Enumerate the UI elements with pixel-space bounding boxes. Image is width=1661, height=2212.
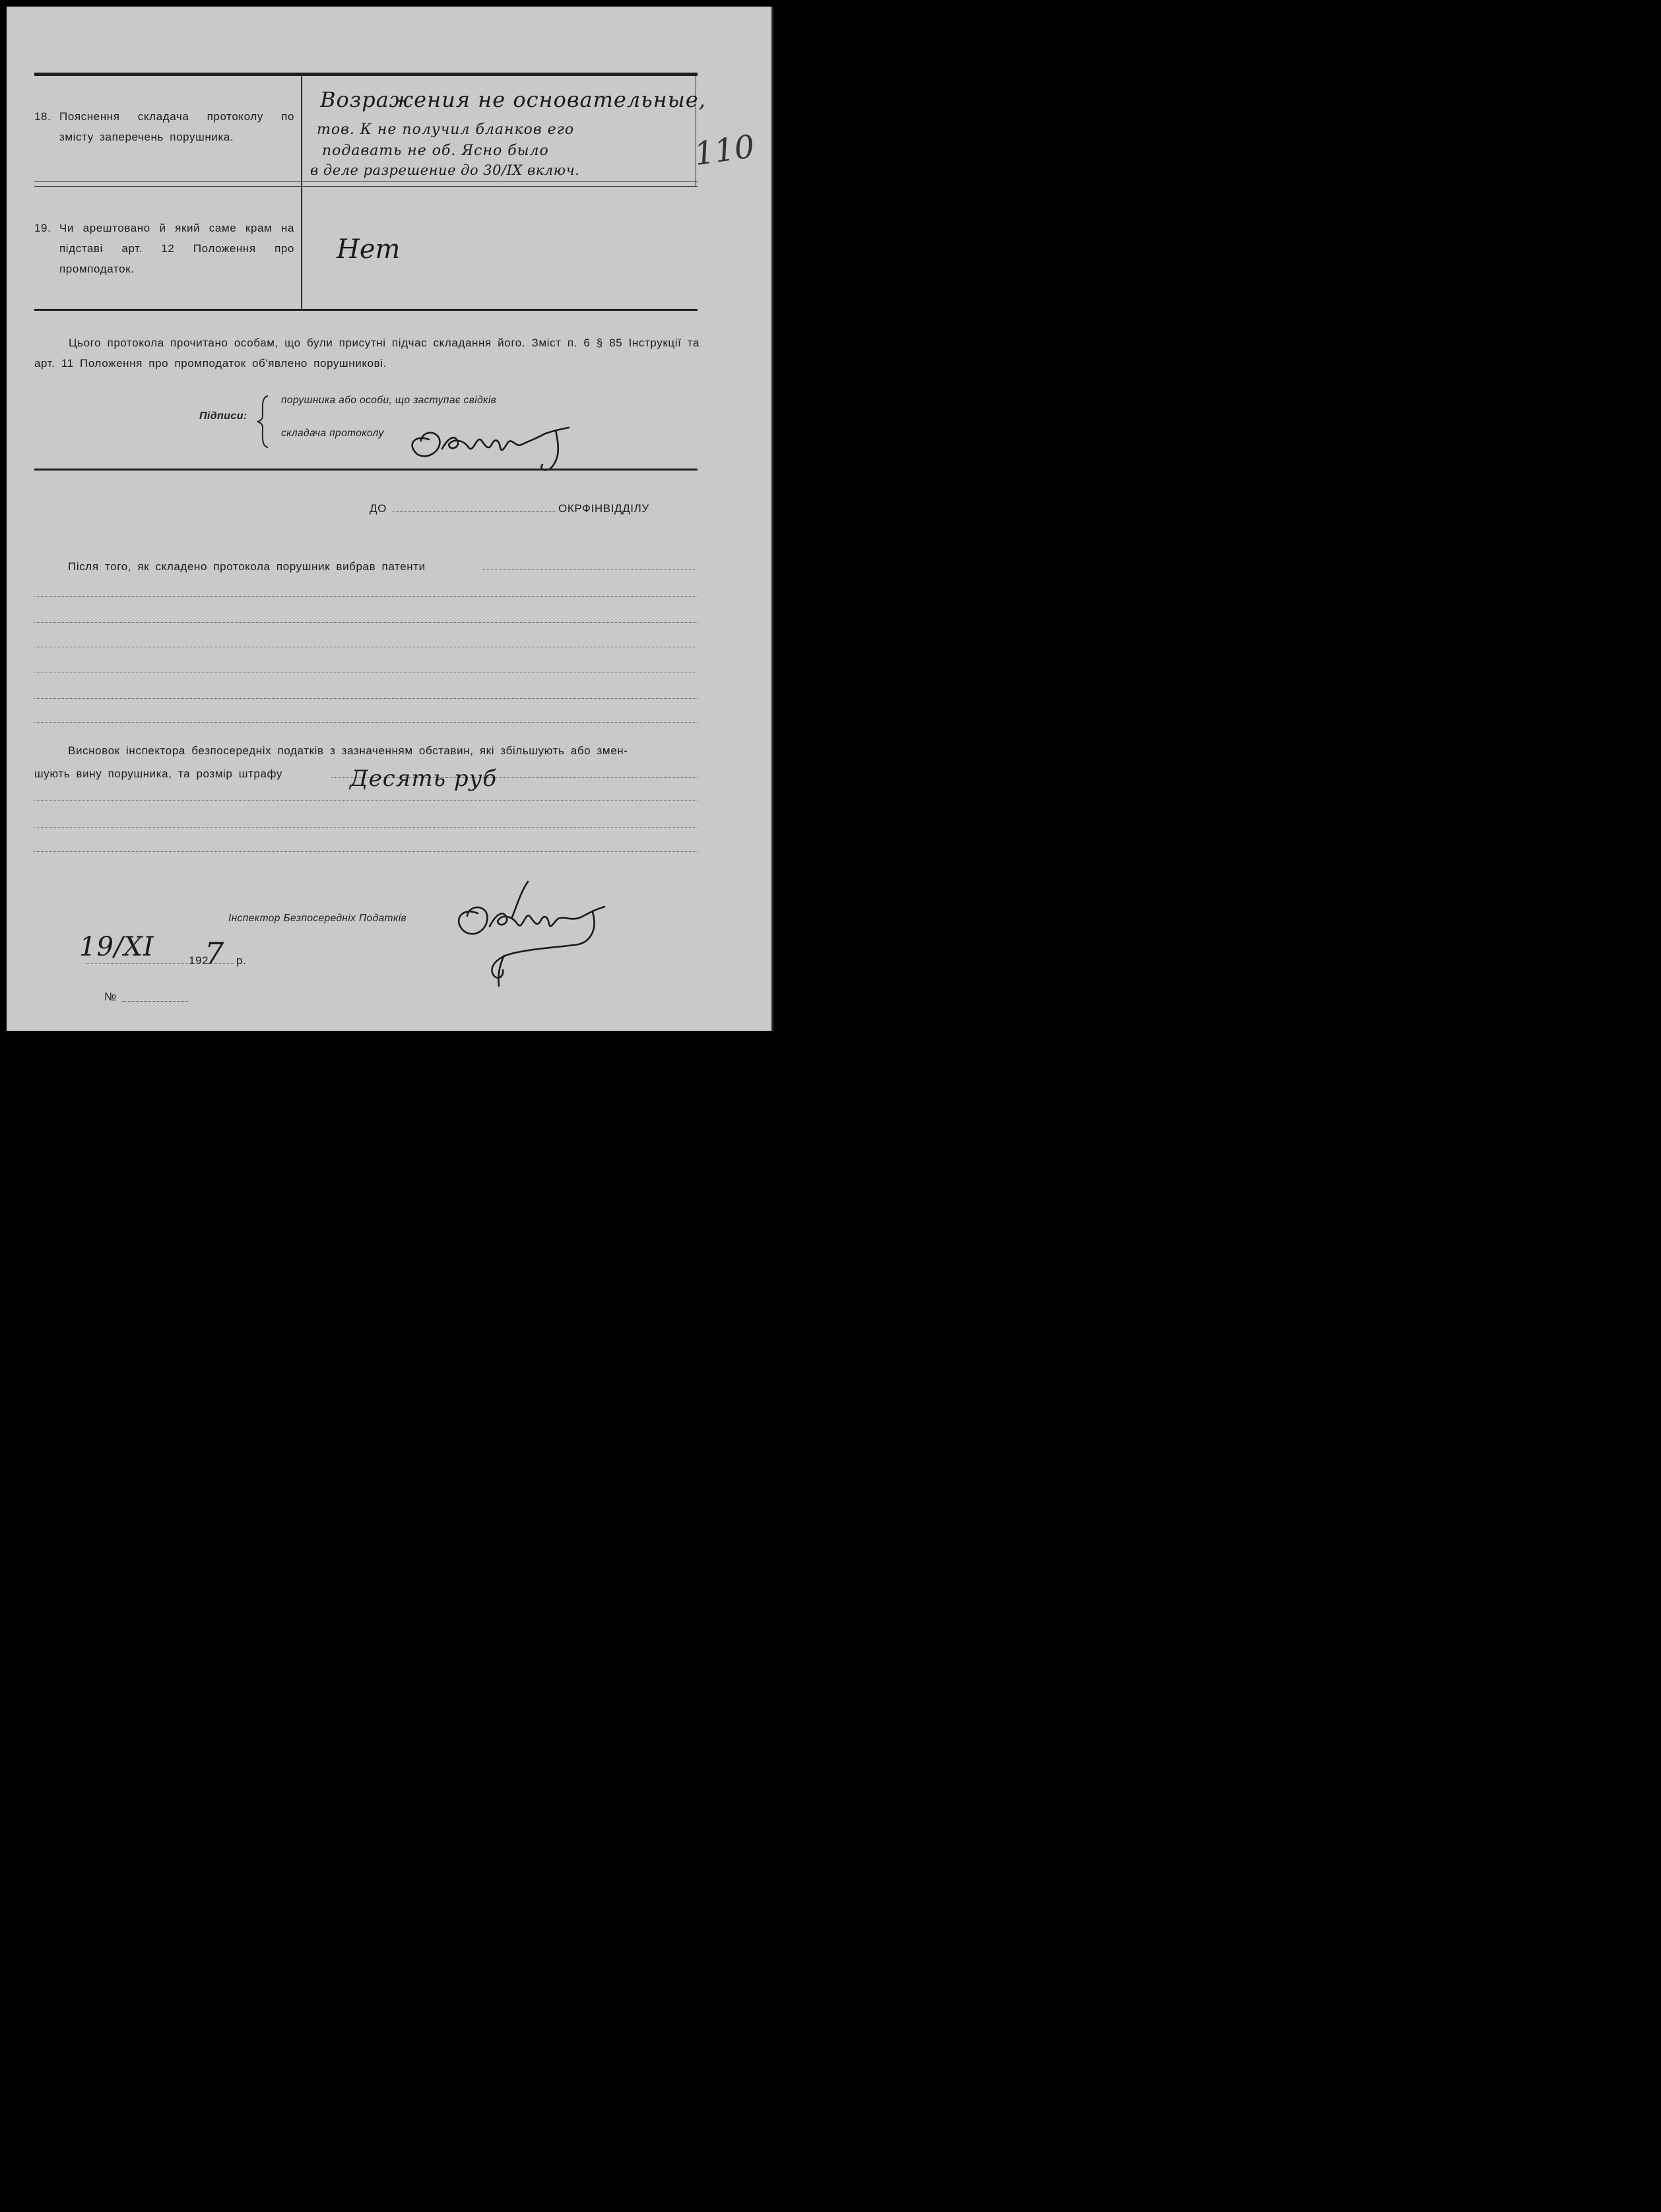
item-18-label: Пояснення складача протоколу по змісту заперечень порушника. xyxy=(59,110,294,143)
item-18-answer-line-4: в деле разрешение до 30/IX включ. xyxy=(310,162,580,178)
inspector-title: Інспектор Безпосередніх Податків xyxy=(228,913,407,924)
address-department: ОКРФІНВІДДІЛУ xyxy=(558,502,649,515)
patents-line-2 xyxy=(34,622,698,623)
signature-compiler-label: складача протоколу xyxy=(281,428,384,439)
row-divider xyxy=(34,181,698,182)
conclusion-line-1 xyxy=(34,800,698,801)
item-19-label: Чи арештовано й який саме крам на підставі арт. 12 Положення про промподаток. xyxy=(59,222,294,275)
conclusion-line-2 xyxy=(34,827,698,828)
date-fill-line xyxy=(86,963,188,964)
item-18-answer-line-3: подавать не об. Ясно было xyxy=(322,143,549,159)
patents-line-0 xyxy=(482,569,698,570)
fine-amount-answer: Десять руб xyxy=(350,765,498,792)
signatures-label: Підписи: xyxy=(199,410,247,422)
number-fill-line xyxy=(122,1001,188,1002)
row-divider-2 xyxy=(34,186,698,187)
address-fill-line xyxy=(393,511,556,512)
patents-line-5 xyxy=(34,698,698,699)
protocol-page xyxy=(7,7,773,1031)
year-handwritten-digit: 7 xyxy=(205,936,224,971)
number-label: № xyxy=(104,991,117,1003)
patents-line-6 xyxy=(34,722,698,723)
handwritten-date: 19/XI xyxy=(79,932,154,962)
item-19-answer: Нет xyxy=(337,234,401,265)
reading-statement: Цього протокола прочитано особам, що були присутні підчас складання його. Зміст п. 6 § 85 Інструкції та арт. 11 Положення про промподаток об'явлено порушникові. xyxy=(34,337,700,370)
item-18-answer-line-2: тов. К не получил бланков его xyxy=(317,121,575,138)
compiler-signature xyxy=(403,408,581,474)
address-prefix: ДО xyxy=(370,502,387,515)
conclusion-line-3 xyxy=(34,851,698,852)
signatures-bottom-rule xyxy=(34,469,698,471)
conclusion-text-line-1: Висновок інспектора безпосередніх податків з зазначенням обставин, які збільшують або змен- xyxy=(68,744,628,757)
patents-statement: Після того, як складено протокола порушник вибрав патенти xyxy=(68,560,426,573)
patents-line-1 xyxy=(34,596,698,597)
year-prefix: 192 xyxy=(189,954,209,967)
margin-number: 110 xyxy=(692,127,758,174)
table-top-rule xyxy=(34,73,698,76)
inspector-signature xyxy=(449,878,620,990)
signatures-brace xyxy=(256,395,272,449)
conclusion-text-line-2: шують вину порушника, та розмір штрафу xyxy=(34,767,283,780)
item-18-answer-line-1: Возражения не основательные, xyxy=(320,87,706,112)
table-column-divider xyxy=(301,76,302,309)
item-18-number: 18. xyxy=(34,110,51,123)
year-suffix: р. xyxy=(236,954,247,967)
signature-violator-label: порушника або особи, що заступає свідків xyxy=(281,395,497,406)
table-bottom-rule xyxy=(34,309,698,311)
item-19-number: 19. xyxy=(34,222,51,234)
year-fill-line xyxy=(208,963,234,964)
